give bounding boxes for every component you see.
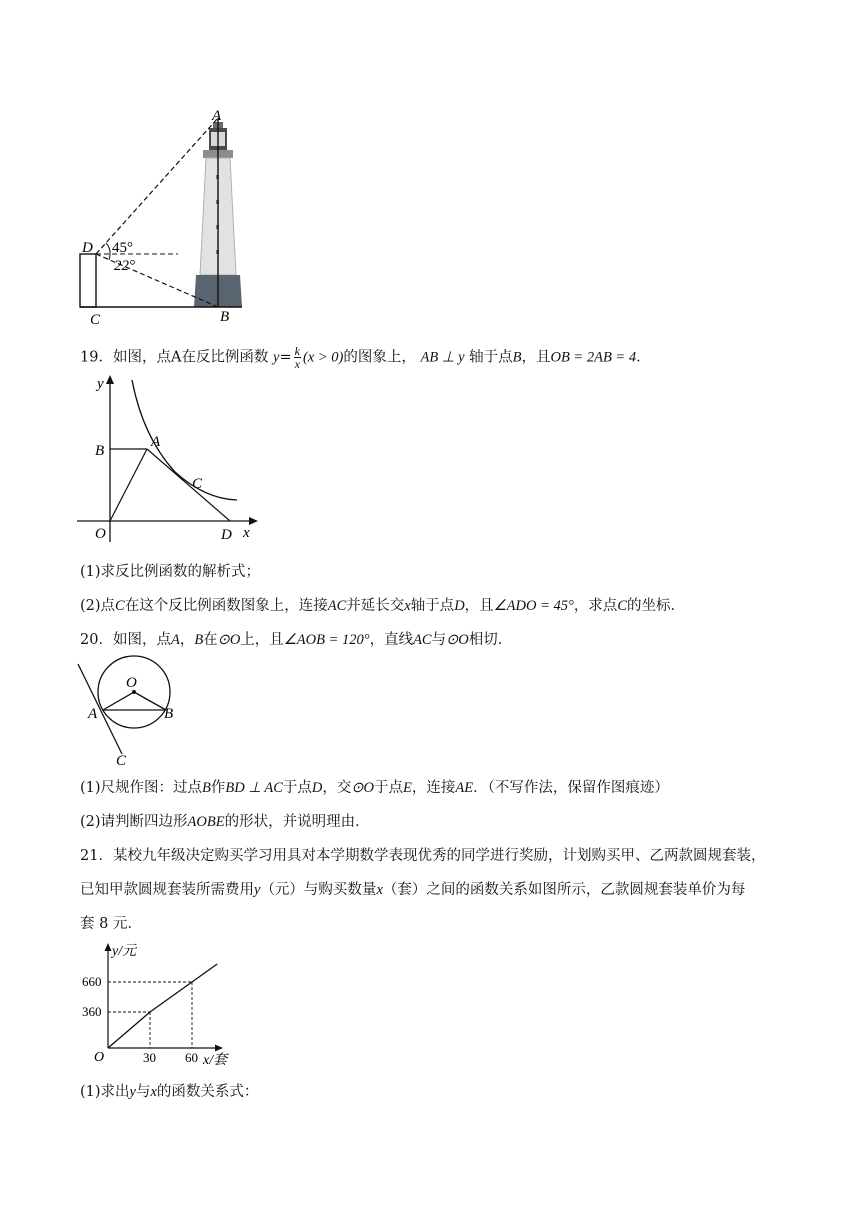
q21-chart — [78, 938, 258, 1068]
label-C: C — [192, 476, 203, 492]
label-D: D — [82, 240, 93, 256]
label-O: O — [95, 526, 106, 542]
q20-statement: 20．如图，点A，B在⊙O上，且∠AOB = 120°，直线AC与⊙O相切． — [80, 632, 513, 648]
label-B: B — [95, 443, 105, 459]
q21-line3: 套 8 元． — [80, 916, 142, 932]
fraction-k-over-x: $\frac{k}{x}$ — [294, 344, 300, 371]
chart-y-axis-arrow — [105, 943, 112, 951]
q19-sub1: (1)求反比例函数的解析式； — [80, 564, 261, 580]
q20-figure — [70, 652, 190, 772]
label-O: O — [126, 675, 137, 691]
lighthouse-figure — [70, 100, 270, 330]
chart-x-axis-label: x/套 — [203, 1053, 228, 1068]
label-B: B — [164, 706, 174, 722]
q21-line2: 已知甲款圆规套装所需费用y（元）与购买数量x（套）之间的函数关系如图所示，乙款圆规套装单价为每 — [80, 882, 746, 898]
angle-45-label: 45° — [112, 240, 133, 256]
q19-figure — [75, 372, 265, 547]
chart-y-axis-label: y/元 — [112, 944, 137, 959]
q21-sub1: (1)求出y与x的函数关系式： — [80, 1084, 259, 1100]
chart-y-tick-660: 660 — [82, 974, 102, 989]
chart-origin-label: O — [94, 1050, 105, 1065]
label-A: A — [151, 434, 161, 450]
label-A: A — [88, 706, 98, 722]
chart-x-axis-arrow — [215, 1045, 223, 1052]
q19-sub2: (2)点C在这个反比例函数图象上，连接AC并延长交x轴于点D，且∠ADO = 45°，求点C的坐标． — [80, 598, 685, 614]
q19-statement: 19．如图，点A在反比例函数 y= $\frac{k}{x}$ (x > 0)的图象上， AB ⊥ y 轴于点B，且OB = 2AB = 4． — [80, 344, 651, 371]
chart-y-tick-360: 360 — [82, 1004, 102, 1019]
axis-x-label: x — [243, 525, 250, 541]
axis-y-label: y — [97, 376, 104, 392]
chart-x-tick-60: 60 — [185, 1050, 198, 1065]
chart-series-line-0 — [108, 964, 217, 1048]
label-A: A — [212, 108, 222, 124]
label-C: C — [90, 312, 101, 328]
q20-sub1: (1)尺规作图：过点B作BD ⊥ AC于点D，交⊙O于点E，连接AE．（不写作法，保留作图痕迹） — [80, 780, 669, 796]
chart-x-tick-30: 30 — [143, 1050, 156, 1065]
angle-22-label: 22° — [114, 258, 135, 274]
q20-sub2: (2)请判断四边形AOBE的形状，并说明理由． — [80, 814, 370, 830]
label-D: D — [221, 527, 232, 543]
q21-line1: 21．某校九年级决定购买学习用具对本学期数学表现优秀的同学进行奖励，计划购买甲、乙两款圆规套装， — [80, 848, 766, 864]
label-C: C — [116, 753, 127, 769]
label-B: B — [220, 309, 230, 325]
